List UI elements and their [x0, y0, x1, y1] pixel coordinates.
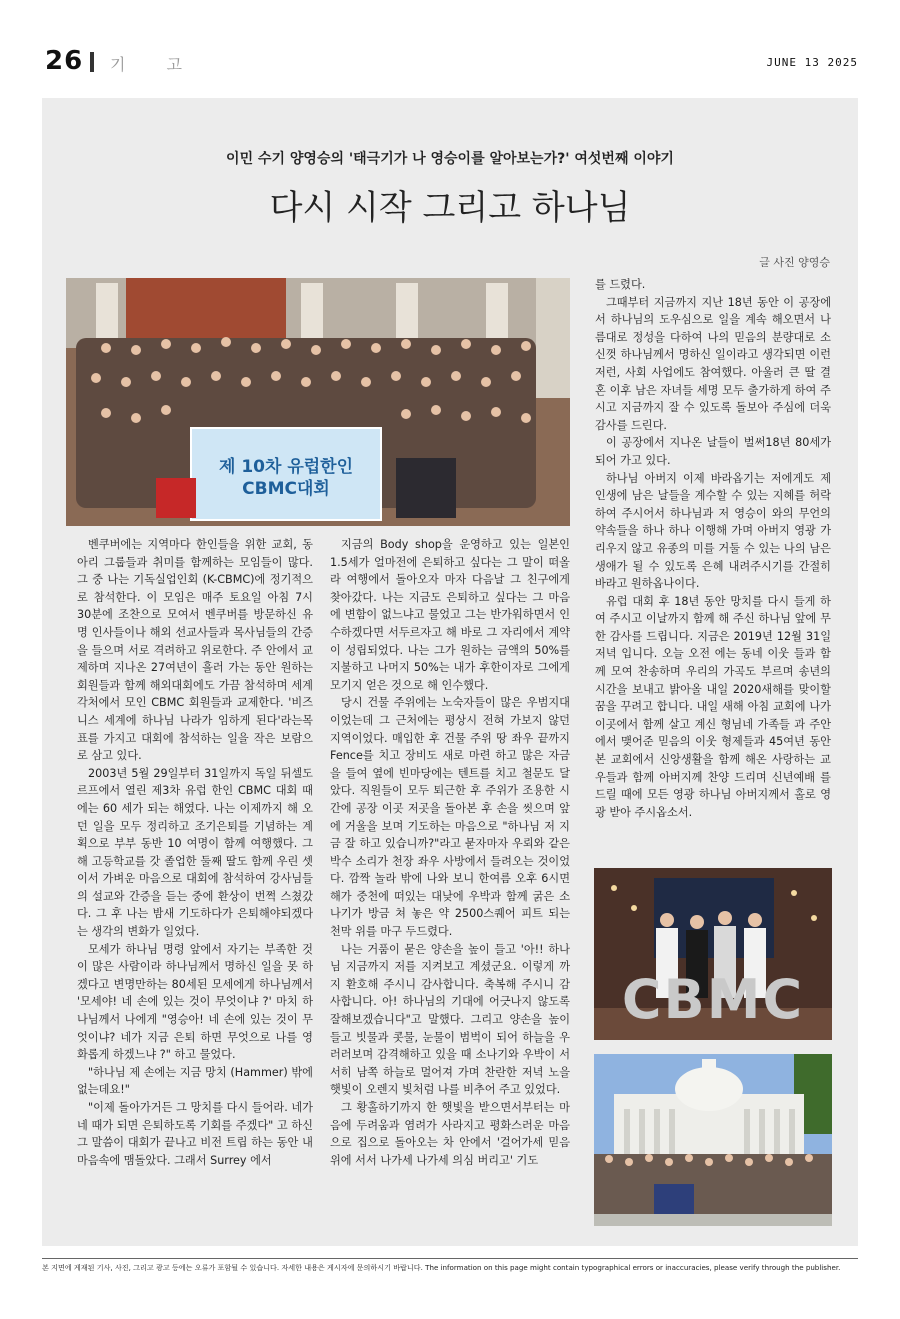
paragraph: 지금의 Body shop을 운영하고 있는 일본인 1.5세가 얼마전에 은퇴하고 싶다는 그 말이 떠올라 여행에서 돌아오자 마자 다음날 그 친구에게 찾아갔다. 나는 지금도 은퇴하고 싶다는 그 마음에 변함이 없느냐고 물었고 그는 반가워하면서 인수하겠다면 서두르자고 해 바로 그 자리에서 계약이 성립되었다. 나는 그가 원하는 금액의 50%를 지불하고 나머지 50%는 내가 후한이자로 그에게 모기지 얻은 것으로 해 인수했다. [330, 538, 570, 692]
paragraph: 를 드렸다. [595, 278, 646, 291]
paragraph: 당시 건물 주위에는 노숙자들이 많은 우범지대이었는데 그 근처에는 평상시 전혀 가보지 않던 지역이었다. 매입한 후 건물 주위 땅 좌우 끝까지 Fence를 치고 장비도 새로 마련 하고 많은 자금을 들여 옆에 빈마당에는 텐트를 치고 철문도 달았다. 직원들이 모두 퇴근한 후 주위가 조용한 시간에 공장 이곳 저곳을 돌아본 후 손을 씻으며 앞에 거울을 보며 기도하는 마음으로 "하나님 저 지금 잘 하고 있습니까?"라고 묻자마자 우뢰와 같은 박수 소리가 천장 좌우 사방에서 들려오는 것이었다. 깜짝 놀라 밖에 나와 보니 한여름 오후 6시면 해가 중천에 떠있는 대낮에 우박과 함께 굵은 소나기가 방금 쳐 놓은 약 2500스퀘어 피트 되는 천막 위를 마구 두드렸다. [330, 696, 570, 939]
article-column-3 [595, 276, 831, 854]
paragraph: 나는 거품이 묻은 양손을 높이 들고 '아!! 하나님 지금까지 저를 지켜보고 계셨군요. 이렇게 까지 환호해 주시니 감사합니다. 축복해 주시니 감사합니다. 아! 하나님의 기대에 어긋나지 않도록 잘해보겠습니다"고 말했다. 그리고 양손을 높이 들고 빗물과 콧물, 눈물이 범벅이 되어 하늘을 우러러보며 감격해하고 있을 때 소나기와 우박이 서서히 남쪽 하늘로 멀어져 가며 찬란한 저녁 노을 햇빛이 오렌지 빛처럼 나를 비추어 주고 있었다. [330, 942, 570, 1097]
paragraph: "하나님 제 손에는 지금 망치 (Hammer) 밖에 없는데요!" [77, 1065, 313, 1097]
cbmc-sign-text: CBMC [621, 968, 805, 1031]
paragraph: 벤쿠버에는 지역마다 한인들을 위한 교회, 동아리 그룹들과 취미를 함께하는 모임들이 많다. 그 중 나는 기독실업인회 (K-CBMC)에 정기적으로 참석한다. 이 모임은 매주 토요일 아침 7시 30분에 조찬으로 모여서 벤쿠버를 방문하신 유명 인사들이나 해외 선교사들과 목사님들의 간증을 들으며 서로 격려하고 위로한다. 주 안에서 교제하며 지나온 27여년이 흘러 가는 동안 원하는 회원들과 함께 해외대회에도 가끔 참석하며 세계 각처에서 모인 CBMC 회원들과 교제한다. '비즈니스 세계에 하나님 나라가 임하게 된다'라는목표를 가지고 대회에 참석하는 일을 작은 보람으로 삼고 있다. [77, 538, 313, 763]
cbmc-event-photo [594, 868, 832, 1040]
page-number: 26 [45, 46, 84, 76]
paragraph: 유럽 대회 후 18년 동안 망치를 다시 들게 하여 주시고 이날까지 함께 해 주신 하나님 앞에 무한 감사를 드립니다. 지금은 2019년 12월 31일 저녁 입니다. 오늘 오전 에는 동네 이웃 들과 함께 모여 찬송하며 우리의 가곡도 부르며 송년의 시간을 보내고 밝아올 내일 2020새해를 맞이할 꿈을 꾸려고 합니다. 내일 새해 아침 교회에 나가 이곳에서 함께 살고 계신 형님네 가족들 과 주안에서 맺어준 믿음의 이웃 형제들과 45여년 동안 본 교회에서 신앙생활을 함께 해온 사랑하는 교우들과 함께 아버지께 찬양 드리며 신년예배 를 드릴 때에 모든 영광 하나님 아버지께서 홀로 영광 받아 주시옵소서. [595, 594, 831, 819]
capitol-photo-illustration [594, 1054, 832, 1226]
article-byline: 글 사진 양영승 [759, 256, 830, 269]
article-column-1 [77, 536, 313, 1236]
paragraph: 모세가 하나님 명령 앞에서 자기는 부족한 것이 많은 사람이라 하나님께서 명하신 일을 못 하겠다고 변명만하는 80세된 모세에게 하나님께서 '모세야! 네 손에 있는 것이 무엇이냐 ?' 마치 하나님께서 나에게 "영승아! 네 손에 있는 것이 무엇이냐? 네가 지금 은퇴 하면 무엇으로 나를 영화롭게 하겠느냐 ?" 하고 물었다. [77, 942, 313, 1062]
article-box [42, 98, 858, 1246]
article-headline: 다시 시작 그리고 하나님 [269, 188, 631, 228]
article-column-2 [330, 536, 570, 1236]
header-divider [90, 52, 94, 72]
footer-disclaimer: 본 지면에 게재된 기사, 사진, 그리고 광고 등에는 오류가 포함될 수 있습니다. 자세한 내용은 게시자에 문의하시기 바랍니다. The information on this page might contain typographical errors or inaccuracies, please verify through the publisher. [42, 1263, 841, 1272]
paragraph: 그 황홀하기까지 한 햇빛을 받으면서부터는 마음에 두려움과 염려가 사라지고 평화스러운 마음으로 집으로 돌아오는 차 안에서 '걸어가세 믿음 위에 서서 나가세 나가세 의심 버리고' 기도 [330, 1101, 570, 1167]
paragraph: 2003년 5월 29일부터 31일까지 독일 뒤셀도르프에서 열린 제3차 유럽 한인 CBMC 대회 때에는 60 세가 되는 해였다. 나는 이제까지 해 오던 일을 모두 정리하고 조기은퇴를 기념하는 계획으로 부부 동반 10 여명이 함께 여행했다. 그해 고등학교를 갓 졸업한 둘째 딸도 함께 우린 셋이서 가벼운 마음으로 대회에 참석하여 강사님들의 설교와 간증을 듣는 중에 환상이 번쩍 스쳤갔다. 그 후 나는 밤새 기도하다가 은퇴해야되겠다는 생각의 변화가 일었다. [77, 766, 313, 939]
article-subtitle: 이민 수기 양영승의 '태극기가 나 영승이를 알아보는가?' 여섯번째 이야기 [226, 151, 674, 167]
paragraph: "이제 돌아가거든 그 망치를 다시 들어라. 네가 네 때가 되면 은퇴하도록 기회를 주겠다" 고 하신 그 말씀이 대회가 끝나고 비전 트립 하는 동안 내 마음속에 맴돌았다. 그래서 Surrey 에서 [77, 1101, 313, 1167]
paragraph: 하나님 아버지 이제 바라옵기는 저에게도 제 인생에 남은 날들을 계수할 수 있는 지혜를 허락하여 주시어서 하나님과 저 영승이 와의 무언의 약속들을 하나 하나 이행해 가며 아버지 영광 가리우지 않고 유종의 미를 거둘 수 있는 나의 남은 생애가 될 수 있도록 은혜 내려주시기를 간절히 바라고 원하옵나이다. [595, 471, 831, 591]
banner-text: 제 10차 유럽한인CBMC대회 [218, 457, 354, 499]
page-header [0, 0, 900, 90]
group-photo-conference [66, 278, 570, 526]
capitol-group-photo [594, 1054, 832, 1226]
issue-date: JUNE 13 2025 [766, 56, 858, 69]
paragraph: 이 공장에서 지나온 날들이 벌써18년 80세가 되어 가고 있다. [595, 436, 831, 467]
section-name: 기 고 [110, 55, 200, 74]
footer-divider [42, 1258, 858, 1259]
paragraph: 그때부터 지금까지 지난 18년 동안 이 공장에서 하나님의 도우심으로 일을 계속 해오면서 나름대로 정성을 다하여 나의 믿음의 분량대로 소신껏 하나님께서 명하신 일이라고 생각되면 이런 저런, 사회 사업에도 참여했다. 아울러 큰 딸 결혼 이후 남은 자녀들 세명 모두 출가하게 하여 주시고 지금까지 잘 수 있도록 돌보아 주심에 더욱 감사를 드린다. [595, 295, 831, 432]
